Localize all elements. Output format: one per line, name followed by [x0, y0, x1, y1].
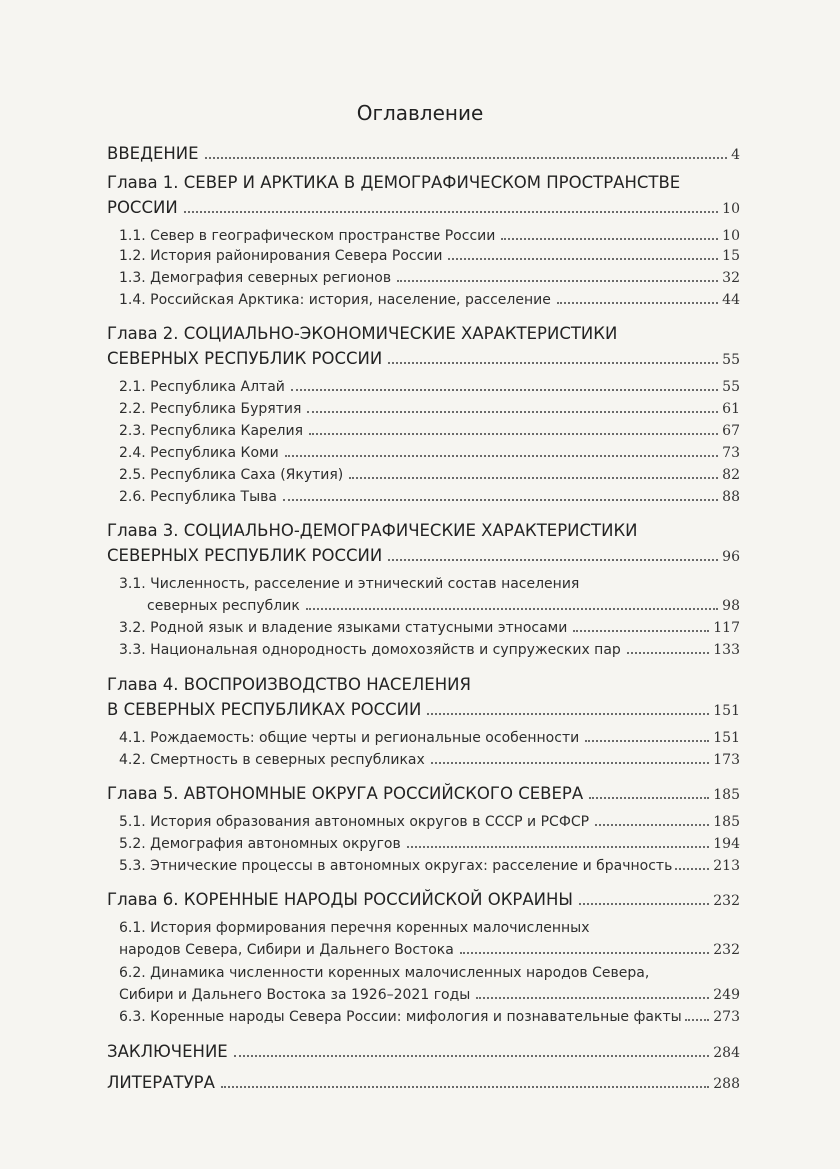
toc-entry-label: народов Севера, Сибири и Дальнего Востока [119, 942, 454, 958]
toc-entry-chapter-4[interactable] [107, 700, 740, 719]
toc-page-number: 44 [722, 292, 740, 308]
toc-entry-label: Глава 6. КОРЕННЫЕ НАРОДЫ РОССИЙСКОЙ ОКРАИНЫ [107, 890, 573, 909]
dot-leader [573, 630, 709, 632]
dot-leader [448, 258, 718, 260]
toc-entry-label: ВВЕДЕНИЕ [107, 144, 199, 163]
toc-entry-section[interactable] [119, 836, 740, 852]
dot-leader [184, 211, 719, 213]
toc-entry-label: 1.1. Север в географическом пространстве России [119, 228, 496, 244]
toc-page-number: 96 [722, 549, 740, 565]
dot-leader [431, 762, 709, 764]
dot-leader [595, 824, 709, 826]
toc-entry-label: 5.1. История образования автономных округов в СССР и РСФСР [119, 814, 590, 830]
toc-entry-section[interactable] [119, 270, 740, 286]
toc-entry-label: СЕВЕРНЫХ РЕСПУБЛИК РОССИИ [107, 546, 383, 565]
toc-entry-label: 5.3. Этнические процессы в автономных округах: расселение и брачность [119, 858, 673, 874]
toc-entry-section[interactable] [119, 942, 740, 958]
dot-leader [476, 997, 709, 999]
toc-page-number: 284 [713, 1045, 740, 1061]
toc-entry-label: Глава 5. АВТОНОМНЫЕ ОКРУГА РОССИЙСКОГО СЕВЕРА [107, 784, 584, 803]
toc-page-number: 15 [722, 248, 740, 264]
toc-chapter-title-line: Глава 2. СОЦИАЛЬНО-ЭКОНОМИЧЕСКИЕ ХАРАКТЕРИСТИКИ [107, 324, 618, 343]
toc-entry-section[interactable] [119, 292, 740, 308]
dot-leader [460, 952, 709, 954]
dot-leader [685, 1019, 710, 1021]
toc-entry-introduction[interactable] [107, 144, 740, 163]
toc-entry-section[interactable] [119, 401, 740, 417]
dot-leader [307, 411, 718, 413]
toc-entry-label: 6.3. Коренные народы Севера России: мифология и познавательные факты [119, 1009, 682, 1025]
toc-entry-section[interactable] [119, 1009, 740, 1025]
dot-leader [234, 1055, 710, 1057]
toc-page-number: 10 [722, 228, 740, 244]
toc-entry-label: РОССИИ [107, 198, 178, 217]
toc-entry-section[interactable] [119, 467, 740, 483]
dot-leader [627, 652, 709, 654]
toc-entry-section[interactable] [119, 489, 740, 505]
toc-page-number: 288 [713, 1076, 740, 1092]
toc-entry-section[interactable] [119, 598, 740, 614]
dot-leader [306, 608, 718, 610]
toc-section-title-line: 6.1. История формирования перечня коренных малочисленных [119, 920, 590, 936]
toc-page-number: 151 [713, 730, 740, 746]
toc-entry-section[interactable] [119, 248, 740, 264]
toc-entry-section[interactable] [119, 620, 740, 636]
toc-entry-section[interactable] [119, 730, 740, 746]
toc-entry-label: 5.2. Демография автономных округов [119, 836, 401, 852]
dot-leader [221, 1086, 709, 1088]
toc-entry-section[interactable] [119, 858, 740, 874]
toc-page-number: 55 [722, 379, 740, 395]
toc-entry-conclusion[interactable] [107, 1042, 740, 1061]
toc-entry-label: 2.6. Республика Тыва [119, 489, 277, 505]
toc-entry-section[interactable] [119, 987, 740, 1003]
toc-section-title-line: 6.2. Динамика численности коренных малочисленных народов Севера, [119, 965, 650, 981]
dot-leader [349, 477, 718, 479]
toc-page-number: 117 [713, 620, 740, 636]
toc-page-number: 133 [713, 642, 740, 658]
toc-entry-label: 4.1. Рождаемость: общие черты и региональные особенности [119, 730, 580, 746]
toc-entry-section[interactable] [119, 228, 740, 244]
toc-page-number: 185 [713, 814, 740, 830]
toc-page-number: 67 [722, 423, 740, 439]
toc-entry-label: 2.1. Республика Алтай [119, 379, 285, 395]
toc-entry-section[interactable] [119, 814, 740, 830]
toc-page-number: 232 [713, 942, 740, 958]
toc-entry-label: 1.4. Российская Арктика: история, население, расселение [119, 292, 551, 308]
toc-page-number: 55 [722, 352, 740, 368]
toc-page-number: 185 [713, 787, 740, 803]
dot-leader [557, 302, 718, 304]
toc-page-number: 73 [722, 445, 740, 461]
dot-leader [501, 238, 718, 240]
toc-entry-label: ЛИТЕРАТУРА [107, 1073, 215, 1092]
toc-page-number: 61 [722, 401, 740, 417]
toc-entry-chapter-3[interactable] [107, 546, 740, 565]
toc-page-number: 88 [722, 489, 740, 505]
toc-entry-label: 2.4. Республика Коми [119, 445, 279, 461]
dot-leader [675, 868, 709, 870]
page-title: Оглавление [356, 101, 484, 125]
toc-entry-label: 2.3. Республика Карелия [119, 423, 304, 439]
toc-page-number: 82 [722, 467, 740, 483]
toc-page-number: 98 [722, 598, 740, 614]
toc-page-number: 249 [713, 987, 740, 1003]
dot-leader [427, 713, 709, 715]
toc-entry-section[interactable] [119, 379, 740, 395]
toc-page-number: 32 [722, 270, 740, 286]
toc-entry-label: 2.5. Республика Саха (Якутия) [119, 467, 344, 483]
dot-leader [397, 280, 718, 282]
toc-entry-label: В СЕВЕРНЫХ РЕСПУБЛИКАХ РОССИИ [107, 700, 422, 719]
toc-page-number: 194 [713, 836, 740, 852]
toc-page-number: 232 [713, 893, 740, 909]
toc-entry-label: 3.3. Национальная однородность домохозяйств и супружеских пар [119, 642, 621, 658]
toc-entry-chapter-2[interactable] [107, 349, 740, 368]
toc-entry-section[interactable] [119, 423, 740, 439]
toc-entry-label: 4.2. Смертность в северных республиках [119, 752, 425, 768]
toc-page-number: 10 [722, 201, 740, 217]
toc-chapter-title-line: Глава 3. СОЦИАЛЬНО-ДЕМОГРАФИЧЕСКИЕ ХАРАКТЕРИСТИКИ [107, 521, 638, 540]
toc-chapter-title-line: Глава 4. ВОСПРОИЗВОДСТВО НАСЕЛЕНИЯ [107, 675, 471, 694]
toc-entry-section[interactable] [119, 445, 740, 461]
dot-leader [283, 499, 718, 501]
dot-leader [589, 797, 709, 799]
dot-leader [205, 157, 728, 159]
toc-section-title-line: 3.1. Численность, расселение и этнический состав населения [119, 576, 580, 592]
toc-entry-label: ЗАКЛЮЧЕНИЕ [107, 1042, 228, 1061]
toc-entry-label: Сибири и Дальнего Востока за 1926–2021 годы [119, 987, 471, 1003]
toc-page-number: 4 [731, 147, 740, 163]
dot-leader [285, 455, 718, 457]
toc-entry-chapter-5[interactable] [107, 784, 740, 803]
toc-chapter-title-line: Глава 1. СЕВЕР И АРКТИКА В ДЕМОГРАФИЧЕСКОМ ПРОСТРАНСТВЕ [107, 173, 681, 192]
toc-entry-chapter-1[interactable] [107, 198, 740, 217]
toc-entry-chapter-6[interactable] [107, 890, 740, 909]
toc-page-number: 151 [713, 703, 740, 719]
toc-page-number: 273 [713, 1009, 740, 1025]
dot-leader [579, 903, 709, 905]
toc-entry-label: 2.2. Республика Бурятия [119, 401, 302, 417]
toc-entry-section[interactable] [119, 642, 740, 658]
toc-entry-label: СЕВЕРНЫХ РЕСПУБЛИК РОССИИ [107, 349, 383, 368]
toc-page-number: 213 [713, 858, 740, 874]
toc-page-number: 173 [713, 752, 740, 768]
toc-entry-label: 1.3. Демография северных регионов [119, 270, 392, 286]
toc-entry-section[interactable] [119, 752, 740, 768]
toc-entry-label: северных республик [147, 598, 300, 614]
dot-leader [585, 740, 709, 742]
dot-leader [388, 362, 718, 364]
dot-leader [407, 846, 710, 848]
toc-entry-label: 1.2. История районирования Севера России [119, 248, 443, 264]
toc-entry-literature[interactable] [107, 1073, 740, 1092]
dot-leader [291, 389, 718, 391]
toc-entry-label: 3.2. Родной язык и владение языками статусными этносами [119, 620, 568, 636]
dot-leader [309, 433, 718, 435]
dot-leader [388, 559, 718, 561]
